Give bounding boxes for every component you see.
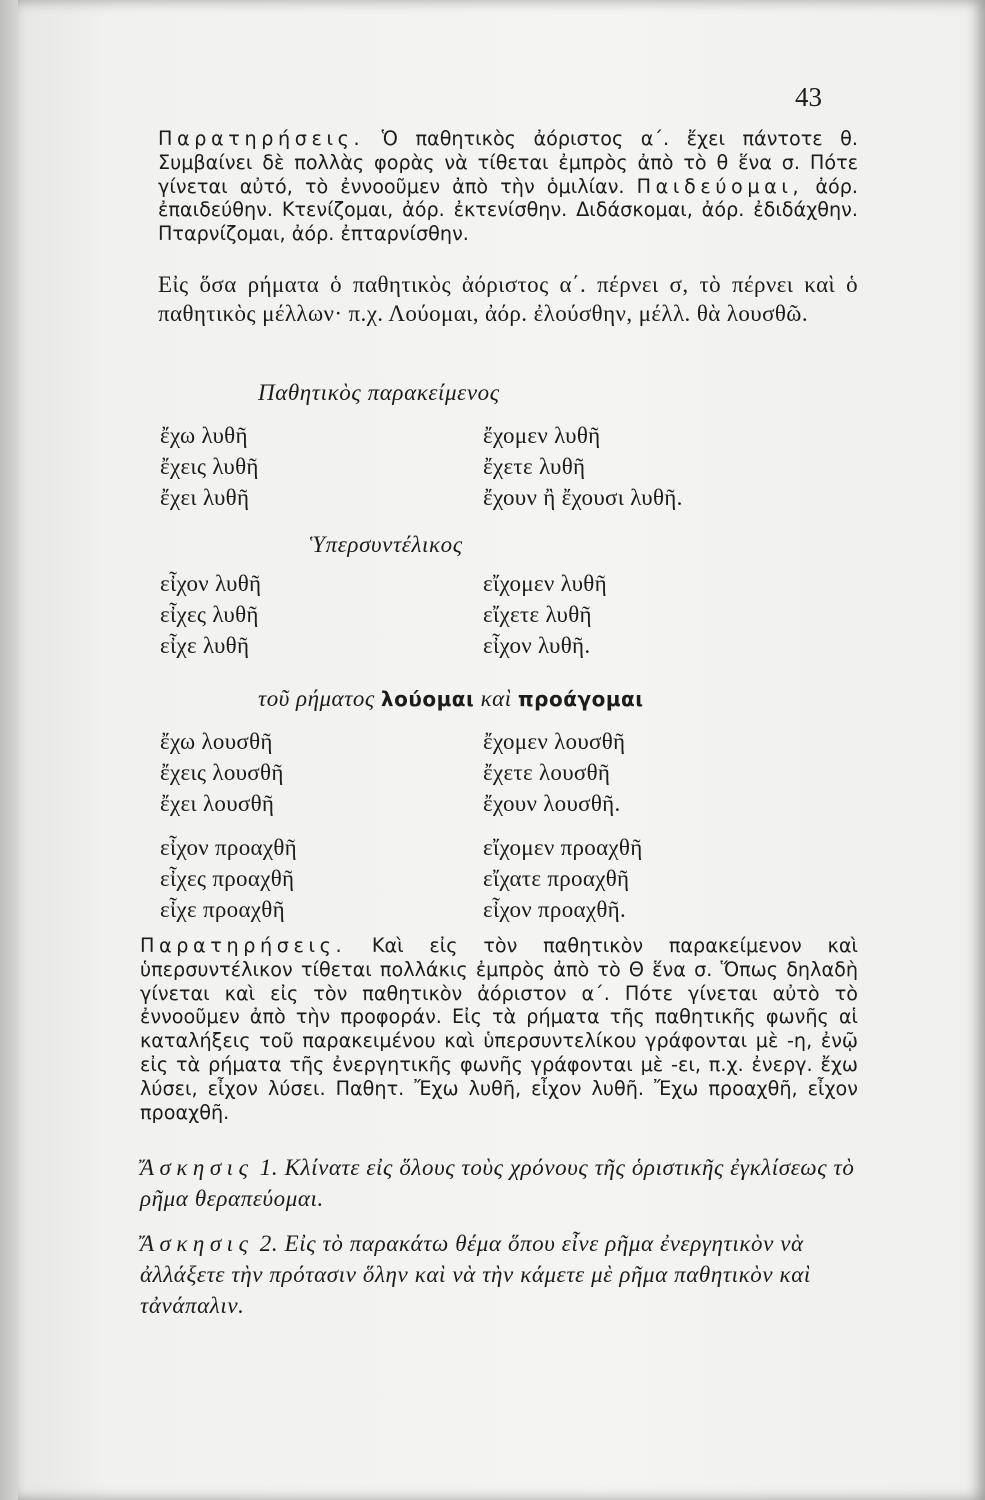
exercise-2 [140,1228,858,1321]
conjugation-form: ἔχει λυθῆ [160,485,250,510]
remark-text: Ὁ παθητικὸς ἀόριστος α΄. ἔχει πάντοτε θ. Συμβαίνει δὲ πολλὰς φορὰς νὰ τίθεται ἐμπρὸς ἀπὸ τὸ θ ἕνα σ. Πότε γίνεται αὐτό, τὸ ἐννοοῦμεν ἀπὸ τὴν ὁμιλίαν. [158,127,858,198]
remark-paragraph-3 [140,934,858,1124]
conjugation-form: ἔχομεν λυθῆ [483,423,601,448]
example-verb: Παιδεύομαι, [636,174,804,198]
section-title-pluperfect: Ὑπερσυντέλικος [310,532,463,557]
conjugation-form: ἔχω λυθῆ [160,423,248,448]
remark-text-continued: ἀόρ. ἐπαιδεύθην. Κτενίζομαι, ἀόρ. ἐκτενίσθην. Διδάσκομαι, ἀόρ. ἐδιδάχθην. Πταρνίζομαι, ἀόρ. ἐπταρνίσθην. [158,174,858,246]
pluperfect-plural-column [483,568,607,661]
section-title-verbs [258,686,644,712]
conjugation-form: ἔχω λουσθῆ [160,729,273,754]
conjugation-form: εἶχες λυθῆ [160,602,259,627]
exercise-2-text: 2. Εἰς τὸ παρακάτω θέμα ὅπου εἶνε ρῆμα ἐνεργητικὸν νὰ ἀλλάξετε τὴν πρότασιν ὅλην καὶ νὰ τὴν κάμετε μὲ ρῆμα παθητικὸν καὶ τἀνάπαλιν. [140,1231,811,1318]
pluperfect-singular-column [160,568,261,661]
conjugation-form: ἔχετε λυθῆ [483,454,586,479]
conjugation-form: ἔχεις λυθῆ [160,454,259,479]
conjugation-form: εἶχον προαχθῆ [160,835,297,860]
remark-paragraph-2 [158,270,858,328]
conjugation-form: εἴχομεν λυθῆ [483,571,607,596]
remark-label: Παρατηρήσεις. [158,127,365,150]
conjugation-form: εἶχον λυθῆ [160,571,262,596]
conjugation-form: εἶχον λυθῆ. [483,633,591,658]
conjugation-form: εἶχες προαχθῆ [160,866,295,891]
remark-label: Παρατηρήσεις. [140,934,347,957]
conjugation-form: ἔχουν ἢ ἔχουσι λυθῆ. [483,485,683,510]
section-title-perfect: Παθητικὸς παρακείμενος [258,380,500,405]
book-page [18,0,985,1500]
conjugation-form: εἶχε λυθῆ [160,633,250,658]
exercise-label: Ἄσκησις [140,1155,254,1180]
verb-heading-and: καὶ [474,686,518,711]
exercise-1 [140,1152,858,1214]
remark-3-text: Καὶ εἰς τὸν παθητικὸν παρακείμενον καὶ ὑπερσυντέλικον τίθεται πολλάκις ἐμπρὸς ἀπὸ τὸ Θ ἕνα σ. Ὅπως δηλαδὴ γίνεται καὶ εἰς τὸν παθητικὸν ἀόριστον α΄. Πότε γίνεται αὐτὸ τὸ ἐννοοῦμεν ἀπὸ τὴν προφοράν. Εἰς τὰ ρήματα τῆς παθητικῆς φωνῆς αἱ καταλήξεις τοῦ παρακειμένου καὶ ὑπερσυντελίκου γράφονται μὲ -η, ἐνῷ εἰς τὰ ρήματα τῆς ἐνεργητικῆς φωνῆς γράφονται μὲ -ει, π.χ. ἐνεργ. ἔχω λύσει, εἶχον λύσει. Παθητ. Ἔχω λυθῆ, εἶχον λυθῆ. Ἔχω προαχθῆ, εἶχον προαχθῆ. [140,934,858,1124]
perfect-singular-column [160,420,259,513]
page-number: 43 [795,82,822,112]
verb-name-1: λούομαι [380,687,475,711]
conjugation-form: ἔχετε λουσθῆ [483,760,611,785]
conjugation-form: εἶχον προαχθῆ. [483,897,627,922]
exercise-label: Ἄσκησις [140,1231,254,1256]
conjugation-form: ἔχει λουσθῆ [160,791,275,816]
louomai-singular-column [160,726,284,819]
proagomai-singular-column [160,832,297,925]
conjugation-form: ἔχουν λουσθῆ. [483,791,621,816]
remark-paragraph-1 [158,127,858,246]
conjugation-form: εἶχε προαχθῆ [160,897,285,922]
conjugation-form: εἴχομεν προαχθῆ [483,835,643,860]
exercise-1-text: 1. Κλίνατε εἰς ὅλους τοὺς χρόνους τῆς ὁριστικῆς ἐγκλίσεως τὸ ρῆμα θεραπεύομαι. [140,1155,855,1211]
conjugation-form: ἔχομεν λουσθῆ [483,729,626,754]
louomai-plural-column [483,726,625,819]
verb-heading-prefix: τοῦ ρήματος [258,686,381,711]
perfect-plural-column [483,420,683,513]
remark-2-text: Εἰς ὅσα ρήματα ὁ παθητικὸς ἀόριστος α΄. πέρνει σ, τὸ πέρνει καὶ ὁ παθητικὸς μέλλων· π.χ. Λούομαι, ἀόρ. ἐλούσθην, μέλλ. θὰ λουσθῶ. [158,272,858,326]
verb-name-2: προάγομαι [517,687,644,711]
conjugation-form: εἴχατε προαχθῆ [483,866,630,891]
conjugation-form: ἔχεις λουσθῆ [160,760,284,785]
conjugation-form: εἴχετε λυθῆ [483,602,592,627]
book-spine [0,0,18,1500]
proagomai-plural-column [483,832,643,925]
